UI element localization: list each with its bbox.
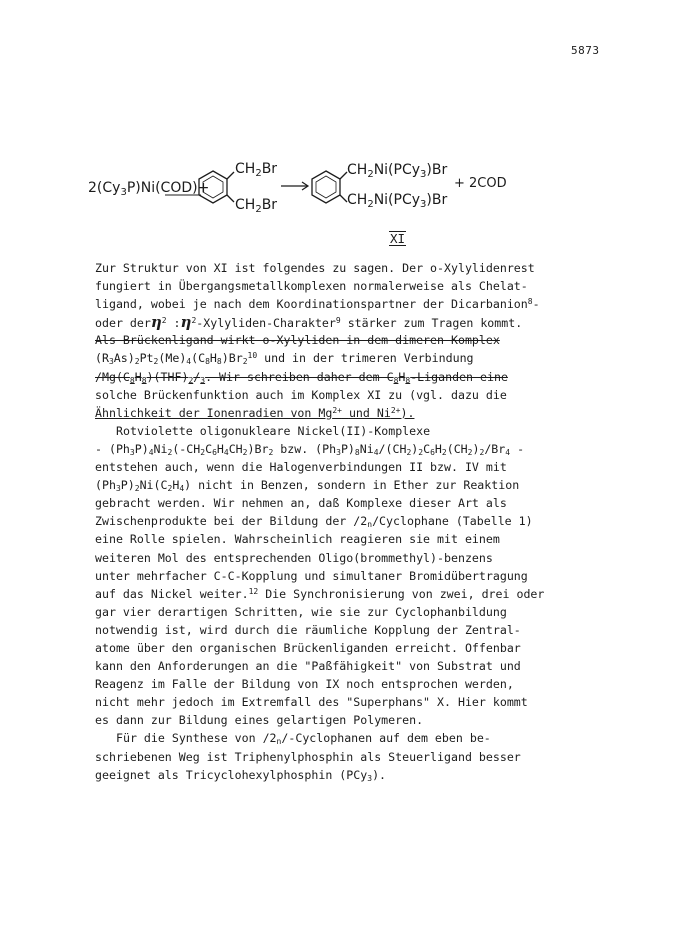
text-line: oder derη$^2$ $:\eta^2-Xylyliden-Charakter^9$ stärker zum Tragen kommt.	[95, 313, 523, 332]
text-line: es dann zur Bildung eines gelartigen Polymeren.	[95, 713, 424, 728]
text-line: - $(Ph_3P)_4Ni_2(-CH_2C_6H_4CH_2)Br_2$ bzw. $(Ph_3P)_8Ni_4/(CH_2)_2C_6H_2(CH_2)_2/Br_4$ -	[95, 441, 525, 457]
text-line: $(Ph_3P)_2Ni(C_2H_4)$ nicht in Benzen, sondern in Ether zur Reaktion	[95, 478, 520, 494]
product-substituent-top: $CH_2Ni(PCy_3)Br$	[347, 162, 448, 180]
text-line: gebracht werden. Wir nehmen an, daß Komplexe dieser Art als	[95, 496, 507, 511]
reaction-scheme	[0, 140, 680, 250]
product-benzene-ring	[312, 171, 347, 203]
compound-label-xi: XI	[390, 231, 406, 246]
product-substituent-bottom: $CH_2Ni(PCy_3)Br$	[347, 192, 448, 210]
text-line: entstehen auch, wenn die Halogenverbindungen II bzw. IV mit	[95, 460, 507, 475]
text-line: Rotviolette oligonukleare Nickel(II)-Komplexe	[116, 423, 431, 438]
text-line: Zur Struktur von XI ist folgendes zu sagen. Der o-Xylylidenrest	[95, 261, 535, 275]
text-line: nicht mehr jedoch im Extremfall des "Superphans" X. Hier kommt	[95, 695, 528, 710]
page-number: 5873	[571, 44, 600, 57]
body-text	[95, 259, 615, 784]
reactant-nickel-complex: $2(Cy_3P)Ni(COD)+$	[88, 180, 210, 198]
text-line: eine Rolle spielen. Wahrscheinlich reagieren sie mit einem	[95, 532, 500, 547]
byproduct-cod: + 2COD	[454, 176, 507, 191]
text-line: solche Brückenfunktion auch im Komplex XI zu (vgl. dazu die	[95, 387, 507, 402]
text-line: Ähnlichkeit der Ionenradien von $Mg^{2+}$ und $Ni^{2+}$).	[95, 405, 415, 420]
text-line: Zwischenprodukte bei der Bildung der $/2_n$/Cyclophane (Tabelle 1)	[95, 514, 533, 530]
text-line: Für die Synthese von $/2_n/$-Cyclophanen auf dem eben be-	[116, 731, 491, 747]
text-line: $(R_3As)_2Pt_2(Me)_4(C_8H_8)Br_2^{10}$ und in der trimeren Verbindung	[95, 351, 474, 367]
text-line: atome über den organischen Brückenliganden erreicht. Offenbar	[95, 640, 521, 655]
text-line: unter mehrfacher C-C-Kopplung und simultaner Bromidübertragung	[95, 568, 528, 583]
text-line: Reagenz im Falle der Bildung von IX noch entsprochen werden,	[95, 677, 514, 692]
reactant-substituent-top: $CH_2Br$	[235, 161, 278, 179]
text-line: Als Brückenligand wirkt o-Xylyliden in dem dimeren Komplex	[95, 333, 500, 348]
text-line: gar vier derartigen Schritten, wie sie zur Cyclophanbildung	[95, 604, 507, 619]
reaction-arrow	[281, 182, 308, 190]
text-line: schriebenen Weg ist Triphenylphosphin als Steuerligand besser	[95, 749, 521, 764]
text-line: kann den Anforderungen an die "Paßfähigkeit" von Substrat und	[95, 659, 521, 674]
text-line: $/Mg(C_8H_8)(THF)_2/_3$. Wir schreiben daher dem $C_8H_8$-Liganden eine	[95, 369, 508, 385]
text-line: auf das Nickel weiter.$^{12}$ Die Synchronisierung von zwei, drei oder	[95, 586, 545, 601]
text-line: ligand, wobei je nach dem Koordinationspartner der Dicarbanion$^8$-	[95, 297, 540, 312]
reactant-substituent-bottom: $CH_2Br$	[235, 197, 278, 215]
text-line: fungiert in Übergangsmetallkomplexen normalerweise als Chelat-	[95, 279, 528, 294]
text-line: geeignet als Tricyclohexylphosphin (PCy$_3$).	[95, 767, 387, 783]
text-line: weiteren Mol des entsprechenden Oligo(brommethyl)-benzens	[95, 550, 493, 565]
text-line: notwendig ist, wird durch die räumliche Kopplung der Zentral-	[95, 622, 521, 637]
